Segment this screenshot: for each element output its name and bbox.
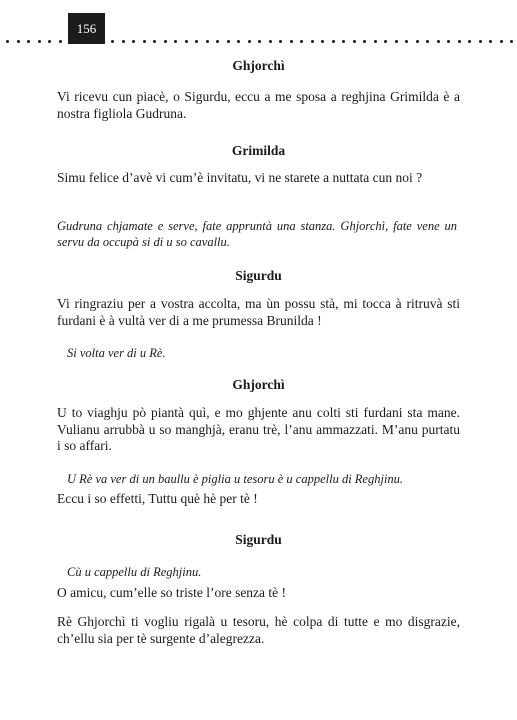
dot xyxy=(363,40,366,43)
speaker-name: Sigurdu xyxy=(235,268,282,283)
dot xyxy=(174,40,177,43)
stage-direction: Cù u cappellu di Reghjinu. xyxy=(67,565,202,579)
dialogue-paragraph: Simu felice d’avè vi cum’è invitatu, vi ne starete a nuttata cun noi ? xyxy=(57,170,423,185)
dot xyxy=(206,40,209,43)
dialogue-paragraph: Rè Ghjorchì ti vogliu rigalà u tesoru, hè colpa di tutte e mo disgrazie, ch’ellu sia per tè surgente d’alegrezza. xyxy=(57,614,460,646)
dot xyxy=(237,40,240,43)
dialogue-paragraph: Vi ringraziu per a vostra accolta, ma ùn possu stà, mi tocca à ritruvà sti furdani è à vultà ver di a me prumessa Brunilda ! xyxy=(57,296,460,328)
dot xyxy=(510,40,513,43)
dot xyxy=(59,40,62,43)
dot xyxy=(437,40,440,43)
dot xyxy=(38,40,41,43)
dot xyxy=(332,40,335,43)
speaker-name: Ghjorchì xyxy=(232,58,285,73)
dot xyxy=(269,40,272,43)
dialogue-paragraph: O amicu, cum’elle so triste l’ore senza tè ! xyxy=(57,585,287,600)
dot xyxy=(500,40,503,43)
dialogue-paragraph: U to viaghju pò piantà quì, e mo ghjente anu colti sti furdani sta mane. Vulianu arrubbà u so manghjà, eranu trè, l’anu ammazzati. M’anu purtatu i so affari. xyxy=(57,405,460,453)
dot xyxy=(342,40,345,43)
dotted-rule xyxy=(0,39,517,45)
dot xyxy=(353,40,356,43)
dot xyxy=(27,40,30,43)
dot xyxy=(290,40,293,43)
stage-direction: Si volta ver di u Rè. xyxy=(67,346,166,360)
dot xyxy=(111,40,114,43)
stage-direction: Gudruna chjamate e serve, fate appruntà una stanza. Ghjorchì, fate vene un servu da occupà si di u so cavallu. xyxy=(57,219,457,249)
dot xyxy=(258,40,261,43)
dot xyxy=(17,40,20,43)
dot xyxy=(384,40,387,43)
dot xyxy=(143,40,146,43)
dot xyxy=(185,40,188,43)
dot xyxy=(405,40,408,43)
dot xyxy=(311,40,314,43)
dot xyxy=(195,40,198,43)
dot xyxy=(374,40,377,43)
dot xyxy=(321,40,324,43)
dot xyxy=(122,40,125,43)
speaker-name: Ghjorchì xyxy=(232,377,285,392)
dot xyxy=(300,40,303,43)
page-number: 156 xyxy=(68,13,105,44)
dot xyxy=(153,40,156,43)
dot xyxy=(468,40,471,43)
dot xyxy=(279,40,282,43)
dot xyxy=(132,40,135,43)
dot xyxy=(479,40,482,43)
stage-direction: U Rè va ver di un baullu è piglia u tesoru è u cappellu di Reghjinu. xyxy=(67,472,404,486)
dot xyxy=(426,40,429,43)
dot xyxy=(248,40,251,43)
speaker-name: Sigurdu xyxy=(235,532,282,547)
speaker-name: Grimilda xyxy=(231,143,286,158)
dialogue-paragraph: Eccu i so effetti, Tuttu què hè per tè ! xyxy=(57,491,258,506)
dot xyxy=(458,40,461,43)
dot xyxy=(6,40,9,43)
dot xyxy=(489,40,492,43)
dot xyxy=(447,40,450,43)
dot xyxy=(164,40,167,43)
dot xyxy=(416,40,419,43)
dot xyxy=(395,40,398,43)
dot xyxy=(227,40,230,43)
dot xyxy=(216,40,219,43)
dialogue-paragraph: Vi ricevu cun piacè, o Sigurdu, eccu a me sposa a reghjina Grimilda è a nostra figliola Gudruna. xyxy=(57,89,460,121)
dot xyxy=(48,40,51,43)
